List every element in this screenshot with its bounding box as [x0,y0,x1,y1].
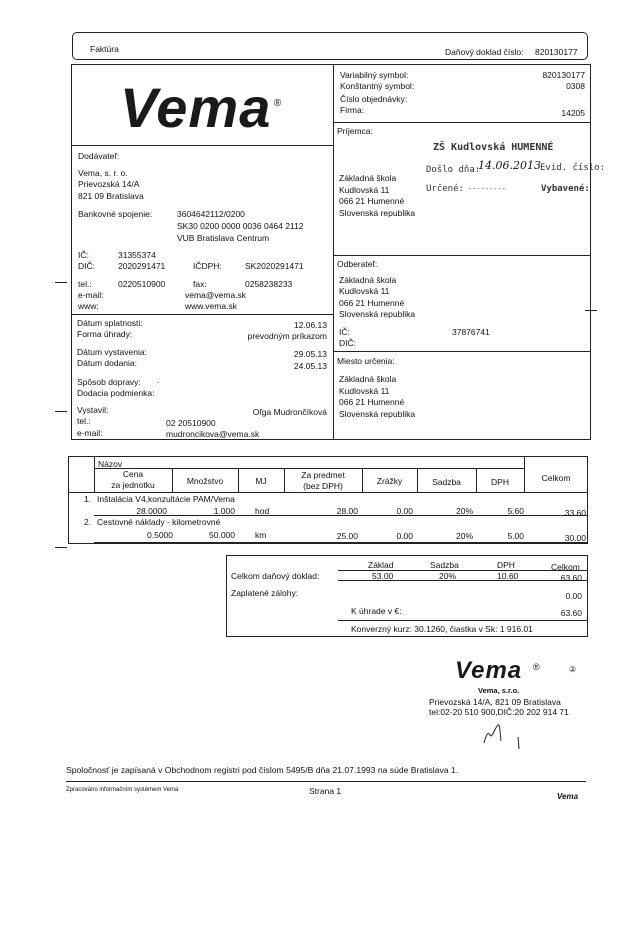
received-stamp-evid-label: Evid. číslo: [540,163,606,173]
item-index: 2. [84,517,92,527]
recipient-title: Príjemca: [337,126,373,136]
logo-text: Vema [120,76,272,139]
bank-name: VUB Bratislava Centrum [177,233,270,243]
to-pay-value: 63.60 [560,608,582,618]
firm-value: 14205 [561,108,585,118]
destination-city: 066 21 Humenné [339,397,405,407]
supplier-email-label: e-mail: [78,290,104,300]
received-stamp-date-label: Došlo dňa: [426,165,481,175]
footer-system: Zpracováno informačním systémem Vema [66,787,179,793]
constant-symbol-value: 0308 [566,81,585,91]
buyer-title: Odberateľ: [337,259,378,269]
to-pay-label: K úhrade v €: [351,606,402,616]
supplier-www: www.vema.sk [185,301,237,311]
issuer-tel-label: tel.: [77,416,91,426]
item-unit-price: 28.0000 [136,506,167,516]
registry-note: Spoločnosť je zapísaná v Obchodnom registri pod číslom 5495/B dňa 21.07.1993 na súde Bratislava 1. [66,765,459,775]
col-rate-header: Sadzba [432,477,461,487]
item-vat: 5.00 [507,531,524,541]
item-unit: km [255,530,267,540]
col-unit-price-header: Cena za jednotku [111,469,155,490]
transport-label: Spôsob dopravy: [77,377,141,387]
summary-base: 53.00 [372,571,394,581]
invoice-header [72,32,588,60]
item-per-item: 25.00 [336,531,358,541]
supplier-icdph: SK2020291471 [245,261,304,271]
destination-street: Kudlovská 11 [339,386,390,396]
item-quantity: 50.000 [209,530,235,540]
received-stamp-assigned-label: Určené: [426,184,464,194]
supplier-city: 821 09 Bratislava [78,191,144,201]
issuer-label: Vystavil: [77,405,109,415]
destination-title: Miesto určenia: [337,356,395,366]
due-date-label: Dátum splatnosti: [77,318,143,328]
bank-label: Bankovné spojenie: [78,209,153,219]
supplier-tel-label: tel.: [78,279,92,289]
conversion-rate: Konverzný kurz: 30.1260, čiastka v Sk: 1 916.01 [351,624,533,634]
issuer-tel: 02 20510900 [166,418,216,428]
col-unit-header: MJ [255,476,267,486]
bank-account: 3604642112/0200 [177,209,245,219]
buyer-dic-label: DIČ: [339,338,356,348]
constant-symbol-label: Konštantný symbol: [340,81,415,91]
advances-label: Zaplatené zálohy: [231,588,299,598]
stamp-circle-icon: ② [569,665,577,674]
summary-total-label: Celkom daňový doklad: [231,571,320,581]
issuer-email: mudroncikova@vema.sk [166,429,260,439]
item-unit: hod [255,506,270,516]
col-quantity-header: Množstvo [186,476,224,486]
supplier-www-label: www: [78,301,99,311]
supplier-dic: 2020291471 [118,261,166,271]
summary-col-total: Celkom [551,562,580,572]
summary-col-vat: DPH [497,560,515,570]
stamp-contact: tel:02-20 510 900,DIČ:20 202 914 71 [429,707,569,717]
supplier-icdph-label: IČDPH: [193,261,222,271]
recipient-street: Kudlovská 11 [339,185,390,195]
supplier-dic-label: DIČ: [78,261,95,271]
item-total: 30.00 [564,533,586,543]
supplier-ico: 31355374 [118,250,156,260]
col-vat-header: DPH [491,477,509,487]
supplier-title: Dodávateľ: [78,151,120,161]
supplier-street: Prievozská 14/A [78,179,140,189]
bank-iban: SK30 0200 0000 0036 0464 2112 [177,221,304,231]
variable-symbol-value: 820130177 [542,70,585,80]
item-index: 1. [84,494,92,504]
item-vat: 5.60 [507,506,524,516]
summary-col-rate: Sadzba [430,560,459,570]
stamp-company-name: Vema, s.r.o. [478,686,520,695]
signature-icon [470,715,530,755]
delivery-date-label: Dátum dodania: [77,358,138,368]
summary-rate: 20% [439,571,457,581]
due-date: 12.06.13 [293,320,327,330]
received-stamp-title: ZŠ Kudlovská HUMENNÉ [433,142,554,153]
received-stamp-done-label: Vybavené: [541,184,590,194]
registered-mark: ® [273,98,282,109]
supplier-fax-label: fax: [193,279,207,289]
advances-value: 0.00 [565,591,582,601]
destination-name: Základná škola [339,374,397,384]
footer-page: Strana 1 [309,786,342,796]
invoice-title: Faktúra [90,44,119,54]
item-per-item: 28.00 [336,506,358,516]
supplier-email: vema@vema.sk [185,290,247,300]
stamp-address: Prievozská 14/A, 821 09 Bratislava [429,697,561,707]
buyer-country: Slovenská republika [339,309,416,319]
received-stamp-assigned-value: --------- [468,185,506,193]
order-number-label: Číslo objednávky: [340,94,408,104]
supplier-ico-label: IČ: [78,250,89,260]
buyer-ico-label: IČ: [339,327,350,337]
item-discount: 0.00 [396,531,413,541]
col-per-item-header: Za predmet (bez DPH) [301,470,345,491]
item-name: Inštalácia V4,konzultácie PAM/Vema [97,494,235,504]
item-unit-price: 0.5000 [147,530,173,540]
issuer-email-label: e-mail: [77,428,103,438]
issuer-name: Oľga Mudrončíková [252,407,327,417]
col-discount-header: Zrážky [376,476,403,486]
supplier-name: Vema, s. r. o. [78,168,128,178]
item-quantity: 1.000 [213,506,235,516]
doc-number: 820130177 [535,47,578,57]
supplier-fax: 0258238233 [245,279,293,289]
buyer-street: Kudlovská 11 [339,286,390,296]
col-total-header: Celkom [541,473,571,483]
delivery-date: 24.05.13 [293,361,327,371]
summary-total: 63.60 [560,573,582,583]
payment-method-label: Forma úhrady: [77,329,133,339]
item-discount: 0.00 [396,506,413,516]
footer-brand: Vema [557,792,579,801]
doc-number-label: Daňový doklad číslo: [445,47,524,57]
variable-symbol-label: Variabilný symbol: [340,70,409,80]
item-rate: 20% [455,531,473,541]
received-stamp-date: 14.06.2013 [478,159,541,172]
recipient-name: Základná škola [339,173,397,183]
recipient-country: Slovenská republika [339,208,416,218]
stamp-logo: Vema [455,657,523,684]
payment-method: prevodným príkazom [247,331,327,341]
issue-date-label: Dátum vystavenia: [77,347,147,357]
col-name-header: Názov [98,459,123,469]
buyer-name: Základná škola [339,275,397,285]
stamp-registered-mark: ® [533,662,540,672]
recipient-city: 066 21 Humenné [339,196,405,206]
buyer-ico: 37876741 [452,327,490,337]
item-rate: 20% [455,506,473,516]
delivery-conditions-label: Dodacia podmienka: [77,388,155,398]
summary-vat: 10.60 [497,571,519,581]
vema-logo [120,76,282,139]
supplier-tel: 0220510900 [118,279,166,289]
summary-col-base: Základ [368,560,394,570]
item-name: Cestovné náklady - kilometrovné [97,517,221,527]
buyer-city: 066 21 Humenné [339,298,405,308]
issue-date: 29.05.13 [293,349,327,359]
destination-country: Slovenská republika [339,409,416,419]
firm-label: Firma: [340,105,365,115]
transport-value: . [157,375,160,385]
item-total: 33.60 [564,508,586,518]
